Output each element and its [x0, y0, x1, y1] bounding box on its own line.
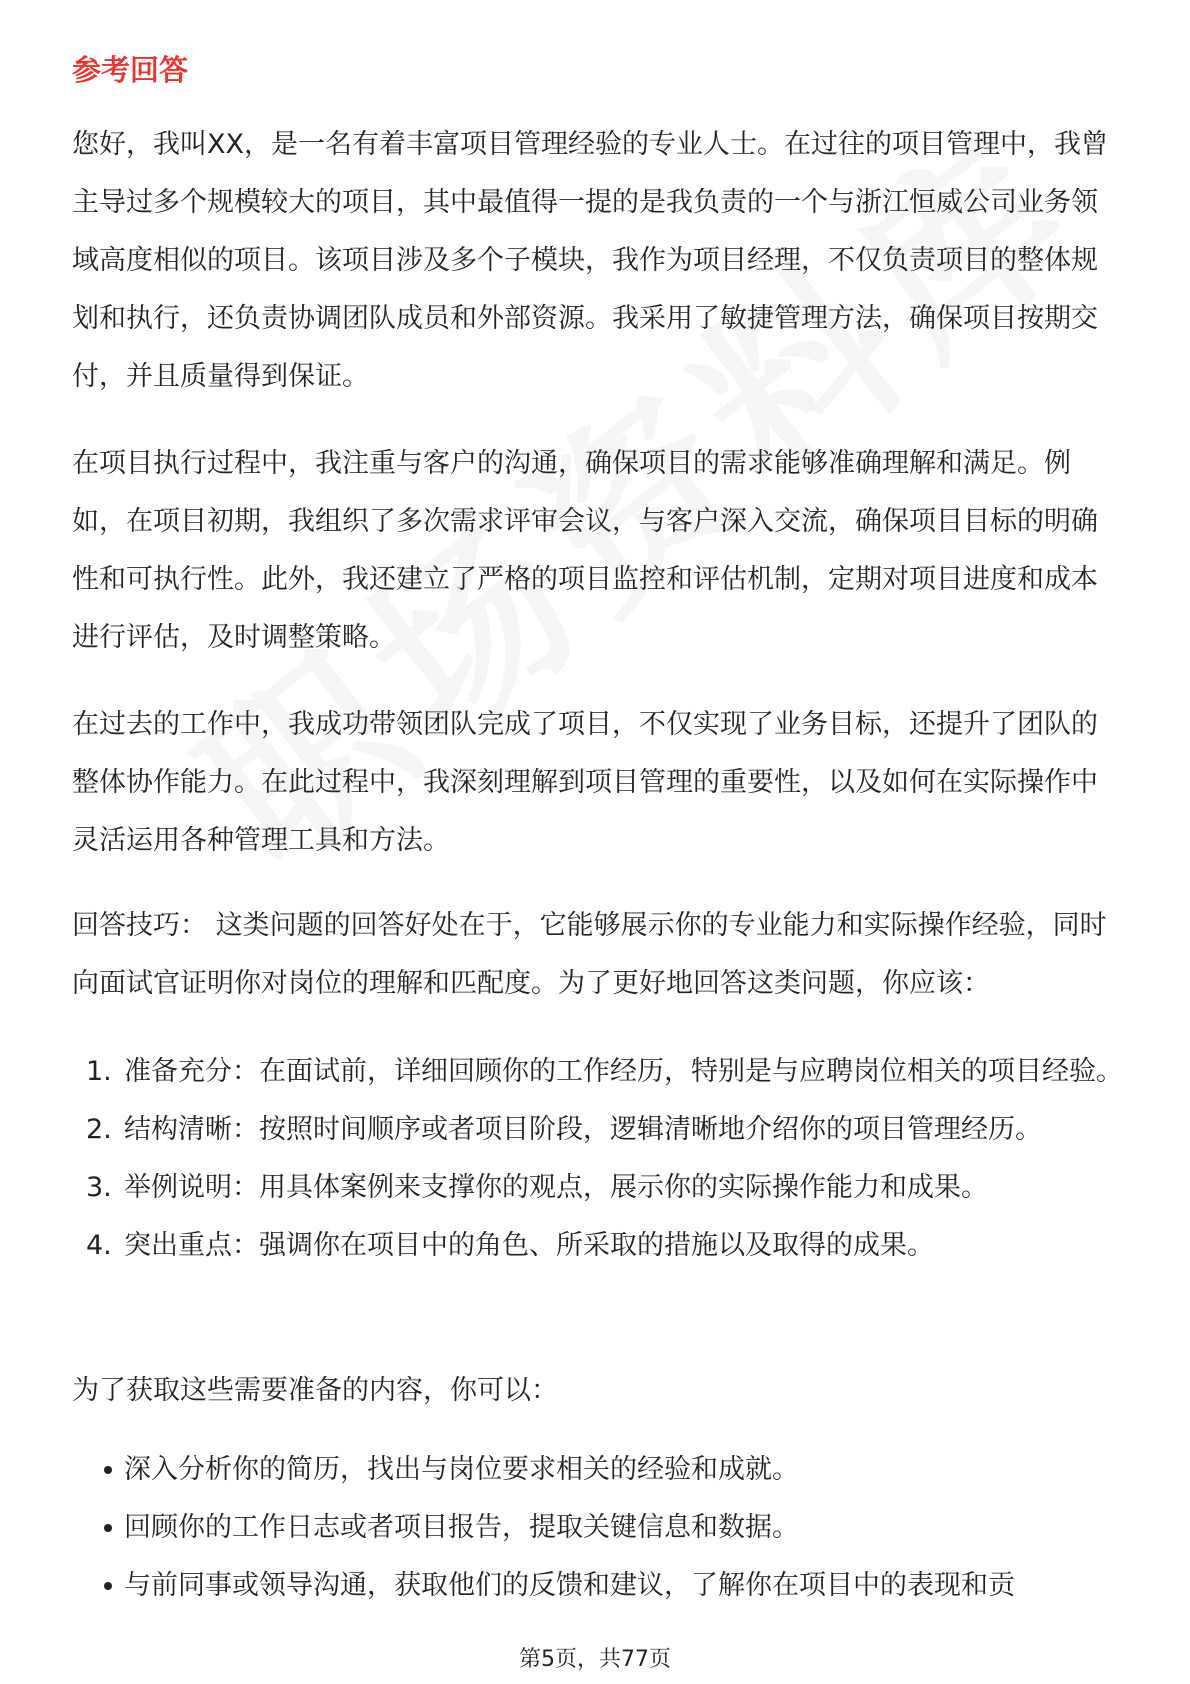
numbered-list [72, 1043, 1124, 1275]
paragraph-achievement: 在过去的工作中，我成功带领团队完成了项目，不仅实现了业务目标，还提升了团队的整体协作能力。在此过程中，我深刻理解到项目管理的重要性，以及如何在实际操作中灵活运用各种管理工具和方法。 [72, 709, 1098, 856]
list-item [72, 1101, 1124, 1159]
section-heading: 参考回答 [72, 53, 189, 87]
list-item [72, 1499, 1124, 1557]
list-item-text: 与前同事或领导沟通，获取他们的反馈和建议，了解你在项目中的表现和贡 [124, 1570, 1015, 1601]
list-number: 2. [86, 1114, 112, 1145]
list-item [72, 1441, 1124, 1499]
list-item-text: 举例说明：用具体案例来支撑你的观点，展示你的实际操作能力和成果。 [124, 1172, 988, 1203]
list-number: 1. [86, 1056, 112, 1087]
bullet-icon [104, 1582, 112, 1590]
list-item [72, 1217, 1124, 1275]
bullet-icon [104, 1524, 112, 1532]
bullet-list [72, 1441, 1124, 1615]
paragraph-intro: 您好，我叫XX，是一名有着丰富项目管理经验的专业人士。在过往的项目管理中，我曾主导过多个规模较大的项目，其中最值得一提的是我负责的一个与浙江恒威公司业务领域高度相似的项目。该项目涉及多个子模块，我作为项目经理，不仅负责项目的整体规划和执行，还负责协调团队成员和外部资源。我采用了敏捷管理方法，确保项目按期交付，并且质量得到保证。 [72, 129, 1108, 392]
paragraph-execution: 在项目执行过程中，我注重与客户的沟通，确保项目的需求能够准确理解和满足。例如，在项目初期，我组织了多次需求评审会议，与客户深入交流，确保项目目标的明确性和可执行性。此外，我还建立了严格的项目监控和评估机制，定期对项目进度和成本进行评估，及时调整策略。 [72, 448, 1098, 653]
list-item-text: 准备充分：在面试前，详细回顾你的工作经历，特别是与应聘岗位相关的项目经验。 [124, 1056, 1123, 1087]
list-item-text: 突出重点：强调你在项目中的角色、所采取的措施以及取得的成果。 [124, 1230, 934, 1261]
list-item-text: 回顾你的工作日志或者项目报告，提取关键信息和数据。 [124, 1512, 799, 1543]
list-item [72, 1159, 1124, 1217]
list-item-text: 结构清晰：按照时间顺序或者项目阶段，逻辑清晰地介绍你的项目管理经历。 [124, 1114, 1042, 1145]
bullet-icon [104, 1466, 112, 1474]
paragraph-tips: 回答技巧： 这类问题的回答好处在于，它能够展示你的专业能力和实际操作经验，同时向面试官证明你对岗位的理解和匹配度。为了更好地回答这类问题，你应该： [72, 910, 1107, 999]
list-item [72, 1557, 1124, 1615]
list-number: 3. [86, 1172, 112, 1203]
paragraph-list-intro: 为了获取这些需要准备的内容，你可以： [72, 1375, 558, 1406]
list-item [72, 1043, 1124, 1101]
page-number: 第5页，共77页 [519, 1647, 671, 1672]
list-number: 4. [86, 1230, 112, 1261]
list-item-text: 深入分析你的简历，找出与岗位要求相关的经验和成就。 [124, 1454, 799, 1485]
